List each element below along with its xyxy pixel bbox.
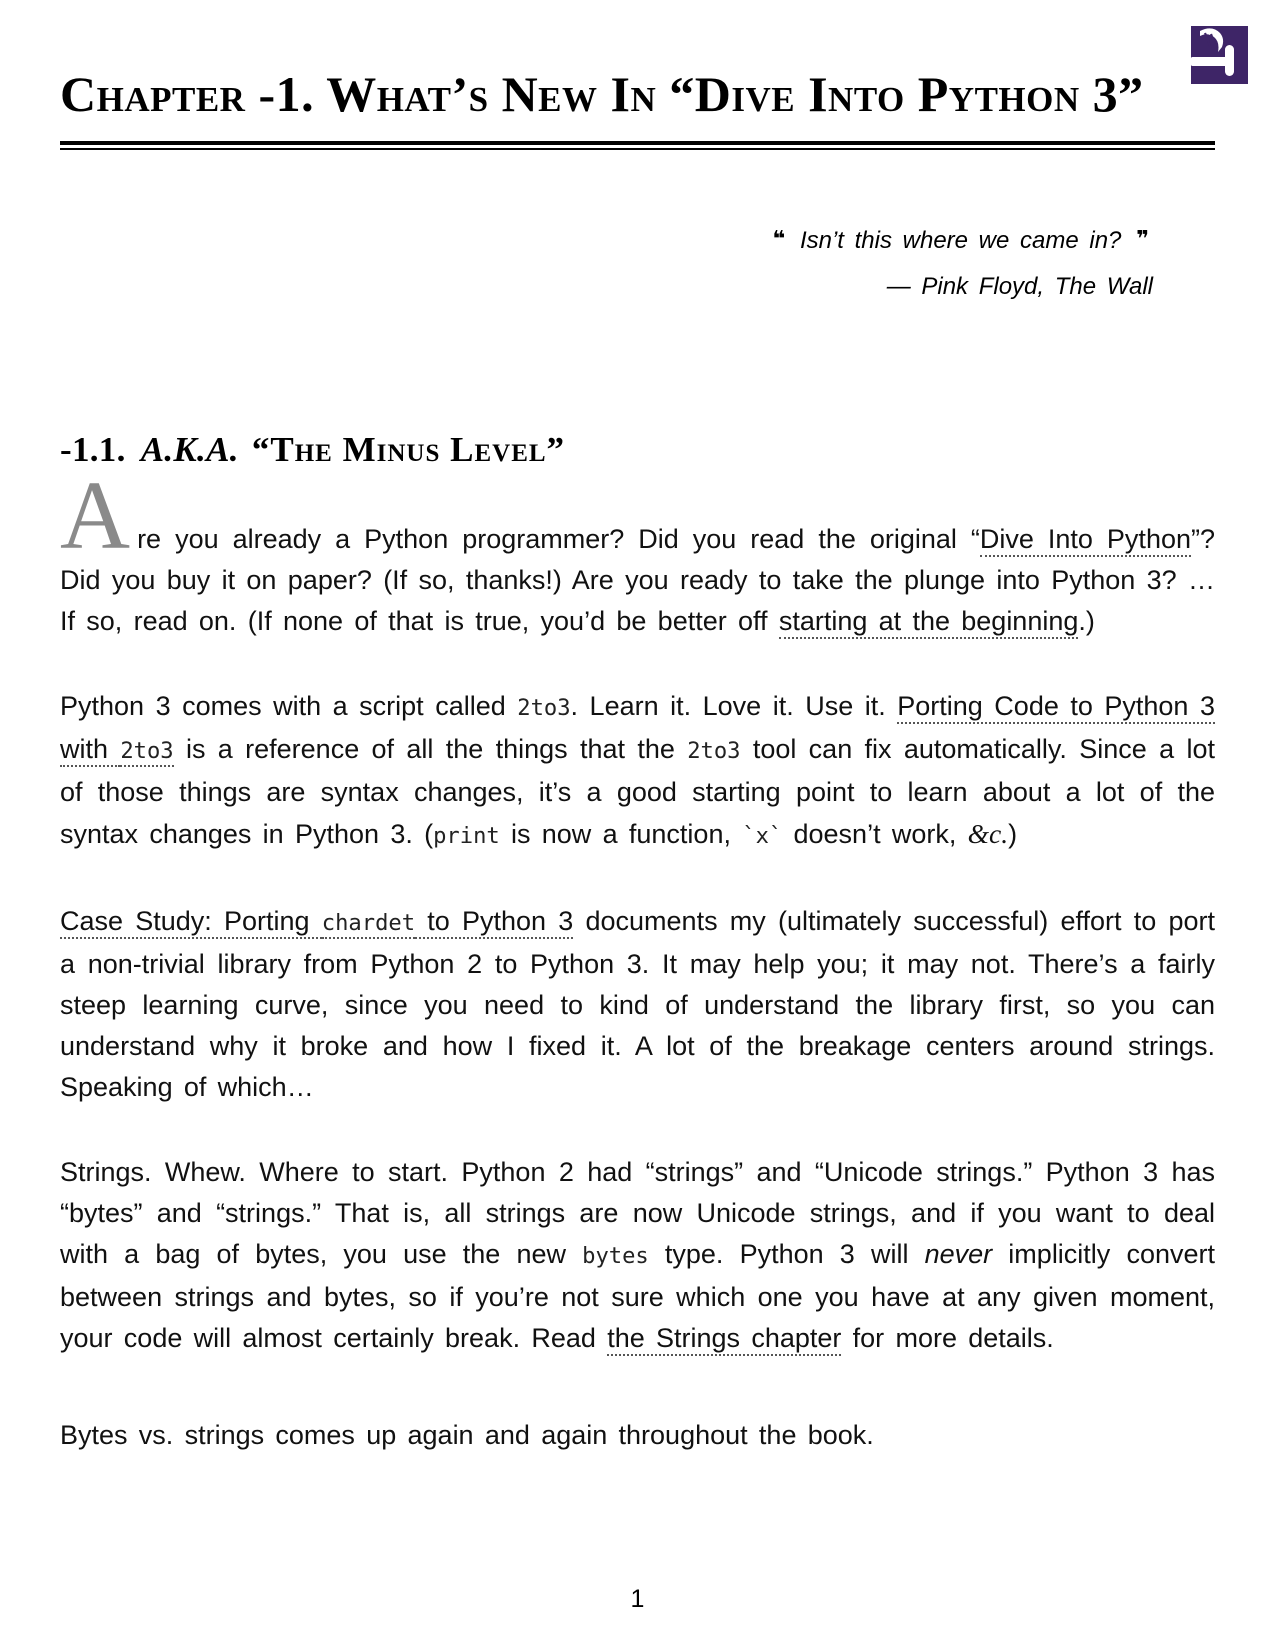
text-run: .) (1078, 605, 1095, 636)
text-link[interactable]: Porting Code to Python 3 with (60, 691, 1215, 767)
text-link[interactable]: 2to3 (120, 738, 173, 767)
chapter-title: Chapter -1. What’s New In “Dive Into Python 3” (60, 66, 1144, 122)
text-run: is now a function, (499, 818, 743, 849)
inline-code: bytes (582, 1242, 649, 1269)
text-run: implicitly convert between strings and bytes, so if you’re not sure which one you have at any given moment, your code will almost certainly break. Read (60, 1238, 1216, 1353)
text-run: for more details. (841, 1322, 1054, 1353)
text-run: . Learn it. Love it. Use it. (570, 690, 898, 721)
close-quote-icon: ❞ (1136, 227, 1149, 252)
text-run: ) (1008, 818, 1018, 849)
paragraph-bytes-vs-strings (60, 1415, 1215, 1456)
body-text (60, 461, 1216, 1456)
text-run: tool can fix automatically. Since a lot of those things are syntax changes, it’s a good starting point to learn about a lot of the syntax changes in Python 3. ( (60, 733, 1215, 849)
open-quote-icon: ❝ (772, 227, 786, 252)
epigraph-attribution: — Pink Floyd, The Wall (886, 273, 1153, 300)
text-run: Python 3 comes with a script called (60, 690, 518, 721)
paragraph-intro (60, 461, 1216, 642)
text-run: Strings. Whew. Where to start. Python 2 had “strings” and “Unicode strings.” Python 3 has “bytes” and “strings.” That is, all strings are now Unicode strings, and if you want to deal with a bag of bytes, you use the new (60, 1156, 1215, 1269)
section-number: -1.1. (60, 430, 126, 469)
text-link[interactable]: starting at the beginning (779, 606, 1079, 639)
paragraph-2to3 (60, 686, 1215, 857)
text-run: is a reference of all the things that the (173, 733, 688, 764)
epigraph-text: Isn’t this where we came in? (799, 227, 1122, 254)
text-run: Bytes vs. strings comes up again and again throughout the book. (60, 1419, 874, 1450)
text-run: re you already a Python programmer? Did you read the original “ (137, 523, 980, 554)
dropcap-letter: A (60, 461, 131, 569)
inline-code: print (433, 822, 500, 849)
rule-thin (60, 148, 1215, 150)
text-run: &c. (967, 817, 1009, 849)
text-link[interactable]: the Strings chapter (607, 1323, 841, 1356)
inline-code: `x` (742, 822, 783, 849)
paragraph-case-study (60, 901, 1215, 1108)
title-rule (60, 141, 1215, 150)
text-run: documents my (ultimately successful) effort to port a non-trivial library from Python 2 to Python 3. It may help you; it may not. There’s a fairly steep learning curve, since you need to kind of understand the library first, so you can understand why it broke and how I fixed it. A lot of the breakage centers around strings. Speaking of which… (60, 905, 1216, 1102)
text-run: type. Python 3 will (648, 1238, 925, 1269)
dive-into-python-logo-icon (1191, 26, 1248, 84)
text-link[interactable]: to Python 3 (415, 906, 573, 939)
section-name: “The Minus Level” (251, 430, 566, 469)
text-run: doesn’t work, (782, 818, 968, 849)
section-title (60, 431, 1215, 470)
page-number: 1 (630, 1585, 645, 1613)
section-aka: A.K.A. (140, 430, 239, 469)
inline-code: 2to3 (517, 694, 571, 721)
text-link[interactable]: Case Study: Porting (60, 906, 322, 939)
epigraph (60, 218, 1215, 309)
rule-thick (60, 141, 1215, 145)
epigraph-quote-line (60, 218, 1153, 264)
paragraph-strings (60, 1152, 1215, 1359)
text-run: ”? Did you buy it on paper? (If so, thanks!) Are you ready to take the plunge into Python 3? … If so, read on. (If none of that is true, you’d be better off (60, 523, 1216, 636)
text-run: never (924, 1238, 993, 1269)
text-link[interactable]: chardet (322, 910, 415, 939)
inline-code: 2to3 (687, 737, 741, 764)
paragraph-intro-text (60, 524, 1215, 639)
text-link[interactable]: Dive Into Python (980, 524, 1191, 557)
